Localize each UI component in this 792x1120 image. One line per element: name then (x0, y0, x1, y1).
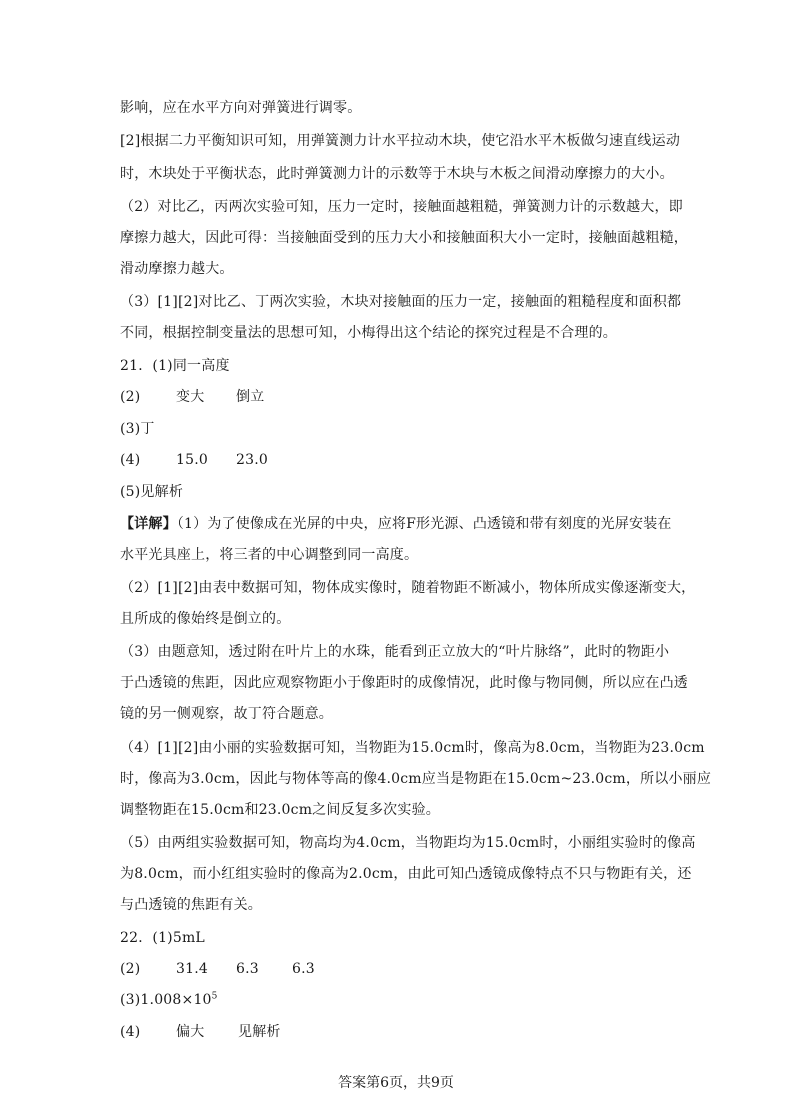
detail-label: 【详解】 (120, 516, 177, 532)
text-line: 于凸透镜的焦距，因此应观察物距小于像距时的成像情况，此时像与物同侧，所以应在凸透 (120, 675, 688, 691)
question-22-part-3 (120, 990, 680, 1010)
question-21-part-3: (3)丁 (120, 421, 155, 437)
part-number: (4) (120, 452, 141, 468)
text-line: [2]根据二力平衡知识可知，用弹簧测力计水平拉动木块，使它沿水平木板做匀速直线运动 (120, 133, 681, 149)
page-footer: 答案第6页，共9页 (338, 1075, 454, 1091)
answer-value: 倒立 (236, 389, 265, 405)
text-line: 与凸透镜的焦距有关。 (120, 897, 262, 913)
text-line: 摩擦力越大，因此可得：当接触面受到的压力大小和接触面积大小一定时，接触面越粗糙， (120, 230, 688, 246)
detail-text: （1）为了使像成在光屏的中央，应将F形光源、凸透镜和带有刻度的光屏安装在 (176, 516, 672, 532)
text-line: 水平光具座上，将三者的中心调整到同一高度。 (120, 547, 419, 563)
answer-value: 偏大 (176, 1024, 205, 1040)
text-line: 且所成的像始终是倒立的。 (120, 611, 291, 627)
text-line: 不同，根据控制变量法的思想可知，小梅得出这个结论的探究过程是不合理的。 (120, 325, 617, 341)
text-line: 时，像高为3.0cm，因此与物体等高的像4.0cm应当是物距在15.0cm~23.0cm，所以小丽应 (120, 771, 712, 787)
question-22-part-2 (120, 959, 680, 979)
text-line: 影响，应在水平方向对弹簧进行调零。 (120, 100, 362, 116)
text-line: 时，木块处于平衡状态，此时弹簧测力计的示数等于木块与木板之间滑动摩擦力的大小。 (120, 166, 674, 182)
part-number: (4) (120, 1024, 141, 1040)
question-21-part-5: (5)见解析 (120, 484, 184, 500)
text-line: 为8.0cm，而小红组实验时的像高为2.0cm，由此可知凸透镜成像特点不只与物距有关，还 (120, 866, 692, 882)
question-22-part-1: 22．(1)5mL (120, 930, 205, 946)
text-line: 滑动摩擦力越大。 (120, 261, 234, 277)
text-line: 镜的另一侧观察，故丁符合题意。 (120, 706, 333, 722)
part-number: (2) (120, 961, 141, 977)
text-line: （4）[1][2]由小丽的实验数据可知，当物距为15.0cm时，像高为8.0cm，当物距为23.0cm (120, 740, 705, 756)
answer-value: 6.3 (236, 961, 259, 977)
text-line: （2）对比乙，丙两次实验可知，压力一定时，接触面越粗糙，弹簧测力计的示数越大，即 (120, 199, 683, 215)
text-line: 调整物距在15.0cm和23.0cm之间反复多次实验。 (120, 802, 440, 818)
text-line: （3）[1][2]对比乙、丁两次实验，木块对接触面的压力一定，接触面的粗糙程度和面积都 (120, 294, 682, 310)
question-21-part-1: 21．(1)同一高度 (120, 358, 230, 374)
answer-value: 6.3 (292, 961, 315, 977)
text-line: （2）[1][2]由表中数据可知，物体成实像时，随着物距不断减小，物体所成实像逐渐变大， (120, 580, 696, 596)
answer-value: (3)1.008×10 (120, 992, 212, 1008)
question-22-part-4 (120, 1022, 680, 1042)
part-number: (2) (120, 389, 141, 405)
answer-value: 见解析 (238, 1024, 281, 1040)
question-21-part-4 (120, 450, 680, 470)
text-line: （3）由题意知，透过附在叶片上的水珠，能看到正立放大的“叶片脉络”，此时的物距小 (120, 644, 670, 660)
question-21-part-2 (120, 387, 680, 407)
answer-value: 15.0 (176, 452, 208, 468)
detail-explanation (120, 514, 680, 534)
answer-value: 31.4 (176, 961, 208, 977)
answer-value: 变大 (176, 389, 205, 405)
answer-value: 23.0 (236, 452, 268, 468)
exponent: 5 (211, 991, 218, 1002)
text-line: （5）由两组实验数据可知，物高均为4.0cm，当物距均为15.0cm时，小丽组实验时的像高 (120, 835, 696, 851)
